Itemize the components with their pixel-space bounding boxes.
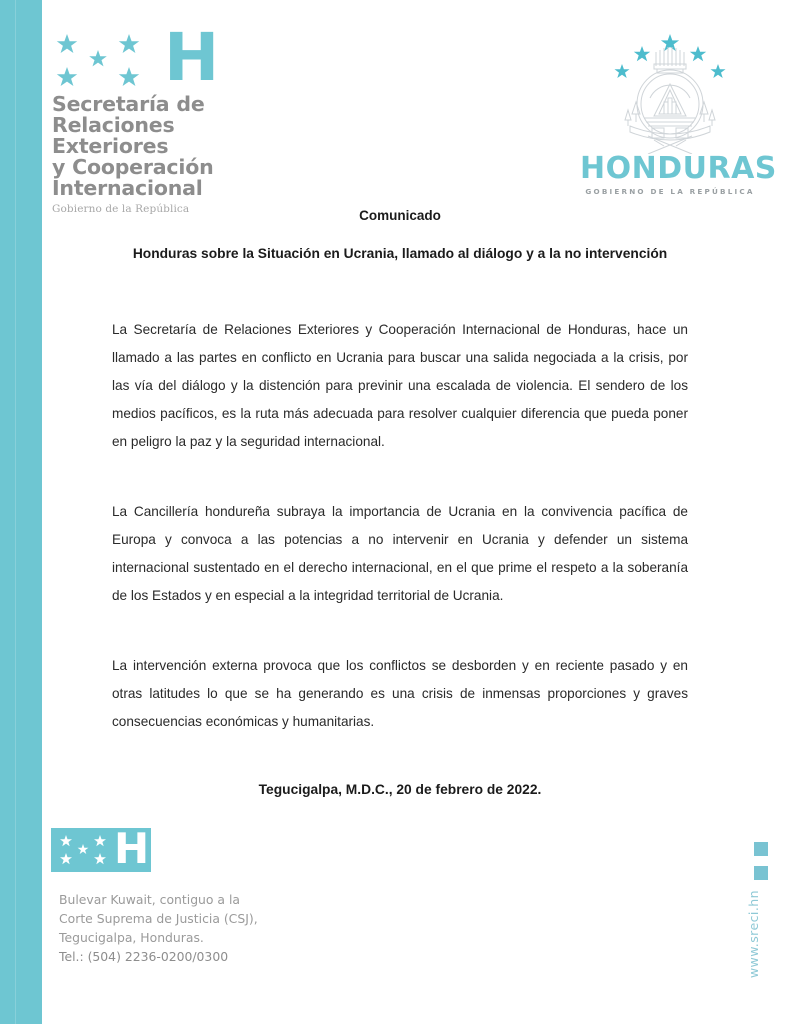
honduras-crest-mark: [580, 30, 760, 154]
honduras-flag-stars-icon: [54, 32, 166, 88]
sreci-name-line-4: y Cooperación: [52, 155, 214, 179]
footer-website-url[interactable]: www.sreci.hn: [746, 889, 761, 978]
sreci-logo-subtitle: Gobierno de la República: [52, 203, 190, 215]
footer-phone: Tel.: (504) 2236-0200/0300: [59, 949, 229, 964]
sreci-logo-h-letter: H: [164, 19, 218, 96]
left-accent-bar: [0, 0, 42, 1024]
footer-address: [59, 890, 462, 966]
footer-address-line-2: Corte Suprema de Justicia (CSJ),: [59, 911, 258, 926]
footer-logo: [51, 824, 151, 873]
honduras-wordmark: HONDURAS: [580, 151, 777, 186]
sreci-name-line-1: Secretaría de: [52, 92, 205, 116]
footer-logo-h-letter: H: [114, 824, 149, 873]
honduras-logo: [580, 30, 777, 196]
sreci-logo-mark: [52, 19, 232, 96]
decorative-square-icon: [754, 842, 768, 856]
honduras-coat-of-arms-icon: [580, 30, 760, 154]
document-body: [112, 206, 688, 797]
document-paragraph-2: La Cancillería hondureña subraya la importancia de Ucrania en la convivencia pacífica de Europa y convoca a las potencias a no intervenir en Ucrania y defender un sistema internacional sustentado en el derecho internacional, en el que prime el respeto a la soberanía de los Estados y en especial a la integridad territorial de Ucrania.: [112, 504, 688, 603]
document-kicker: Comunicado: [359, 208, 441, 223]
sreci-logo-name: [52, 94, 312, 199]
decorative-square-icon: [754, 866, 768, 880]
sreci-logo: [52, 19, 312, 215]
honduras-wordmark-subtitle: GOBIERNO DE LA REPÚBLICA: [585, 187, 755, 196]
footer-address-line-3: Tegucigalpa, Honduras.: [59, 930, 204, 945]
left-accent-bar-seam: [15, 0, 16, 1024]
document-header: [42, 0, 798, 215]
honduras-flag-stars-icon: [59, 834, 121, 866]
document-footer: [42, 824, 462, 966]
document-dateline: Tegucigalpa, M.D.C., 20 de febrero de 2022.: [258, 782, 542, 797]
sreci-name-line-5: Internacional: [52, 176, 203, 200]
sreci-name-line-2: Relaciones: [52, 113, 175, 137]
document-paragraph-3: La intervención externa provoca que los conflictos se desborden y en reciente pasado y en otras latitudes lo que se ha generando es una crisis de inmensas proporciones y graves consecuencias económicas y humanitarias.: [112, 658, 688, 729]
footer-website-block: [746, 842, 776, 978]
sreci-name-line-3: Exteriores: [52, 134, 169, 158]
document-paragraph-1: La Secretaría de Relaciones Exteriores y Cooperación Internacional de Honduras, hace un llamado a las partes en conflicto en Ucrania para buscar una salida negociada a la crisis, por las vía del diálogo y la distención para previnir una escalada de violencia. El sendero de los medios pacíficos, es la ruta más adecuada para resolver cualquier diferencia que pueda poner en peligro la paz y la seguridad internacional.: [112, 322, 688, 449]
document-title: Honduras sobre la Situación en Ucrania, llamado al diálogo y a la no intervención: [132, 246, 668, 261]
footer-address-line-1: Bulevar Kuwait, contiguo a la: [59, 892, 240, 907]
